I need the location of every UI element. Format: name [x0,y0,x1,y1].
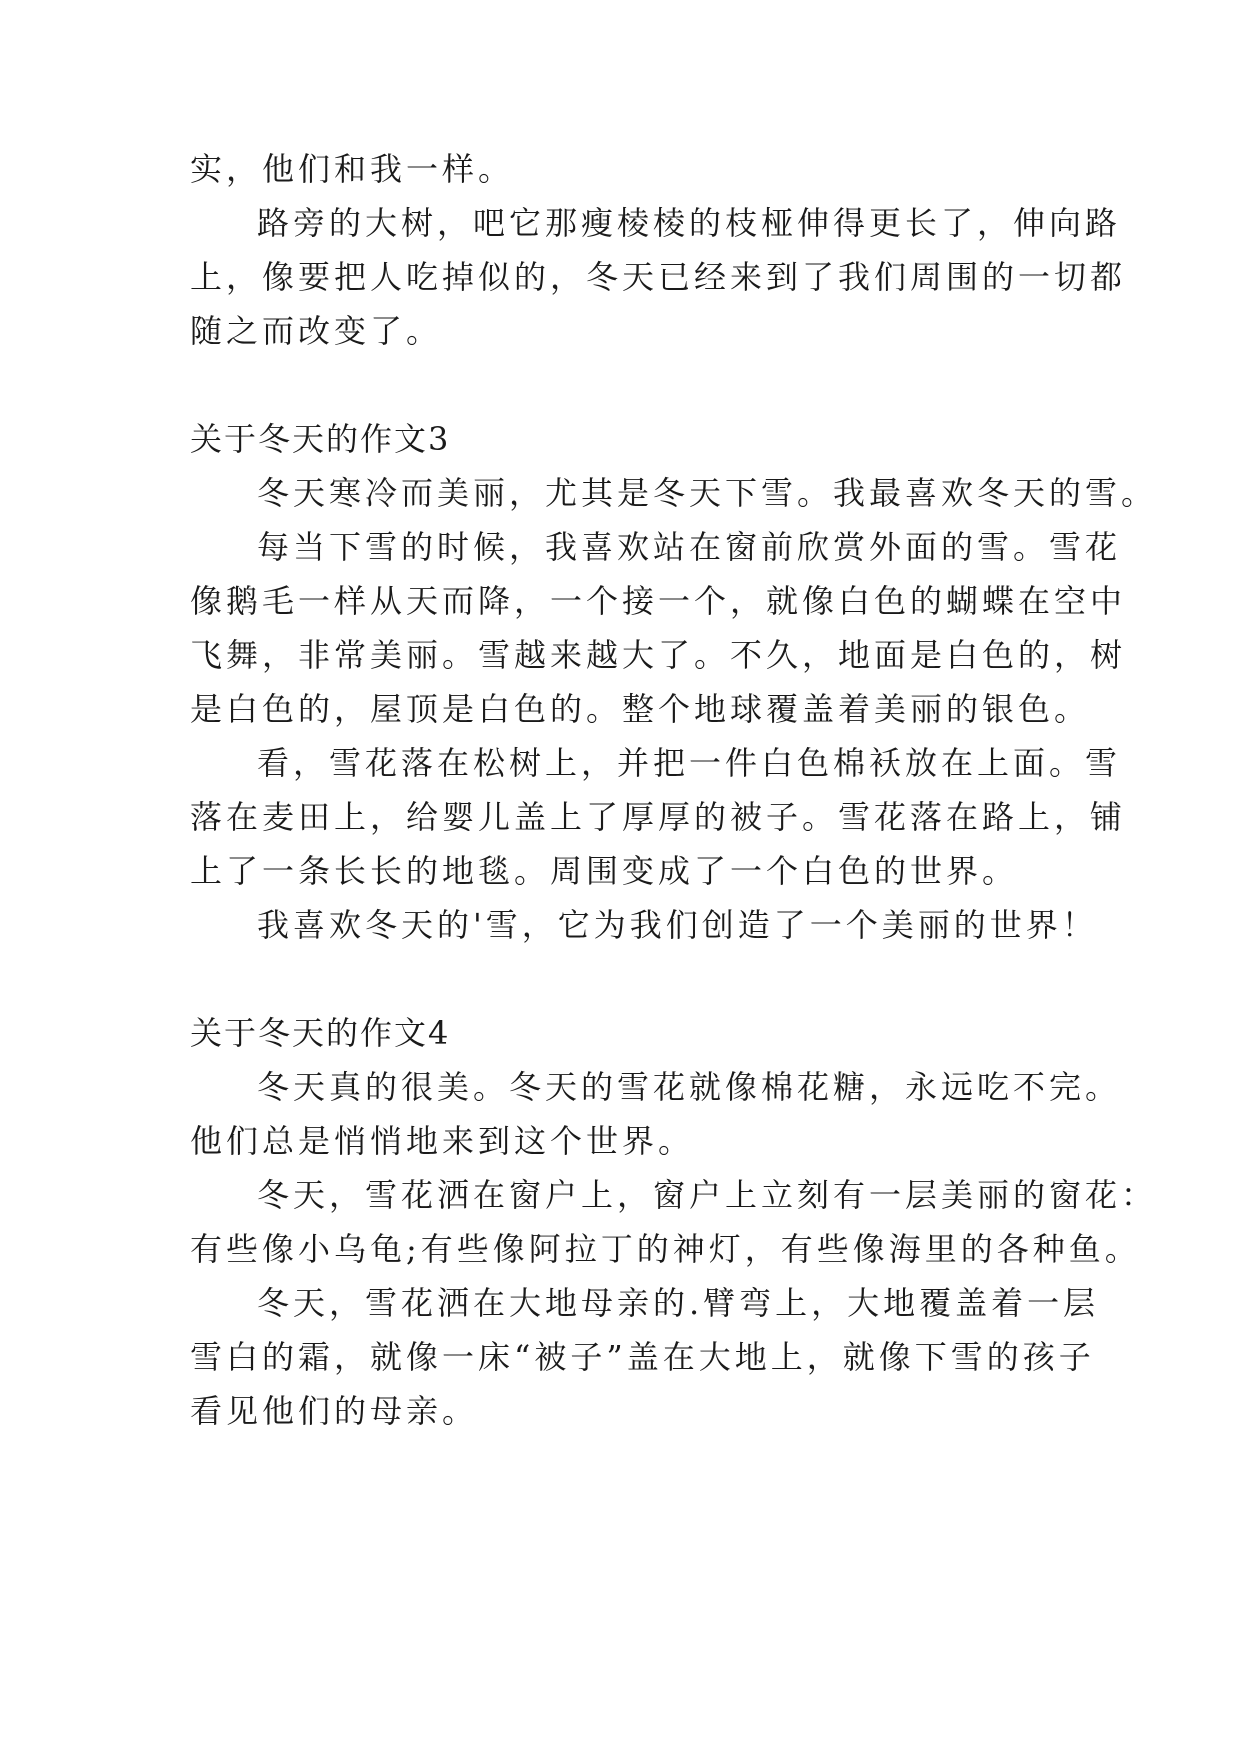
text-line: 冬天真的很美。冬天的雪花就像棉花糖，永远吃不完。 [257,1068,1122,1106]
text-line: 冬天，雪花洒在大地母亲的.臂弯上，大地覆盖着一层 [257,1284,1100,1322]
text-line: 有些像小乌龟;有些像阿拉丁的神灯，有些像海里的各种鱼。 [190,1230,1141,1268]
text-line: 每当下雪的时候，我喜欢站在窗前欣赏外面的雪。雪花 [257,528,1122,566]
text-line: 上，像要把人吃掉似的，冬天已经来到了我们周围的一切都 [190,258,1127,296]
section-heading: 关于冬天的作文3 [190,420,451,458]
text-line: 落在麦田上，给婴儿盖上了厚厚的被子。雪花落在路上，铺 [190,798,1127,836]
text-line: 飞舞，非常美丽。雪越来越大了。不久，地面是白色的，树 [190,636,1127,674]
section-heading: 关于冬天的作文4 [190,1014,451,1052]
text-line: 像鹅毛一样从天而降，一个接一个，就像白色的蝴蝶在空中 [190,582,1127,620]
text-line: 冬天，雪花洒在窗户上，窗户上立刻有一层美丽的窗花： [257,1176,1158,1214]
text-line: 冬天寒冷而美丽，尤其是冬天下雪。我最喜欢冬天的雪。 [257,474,1158,512]
text-line: 路旁的大树，吧它那瘦棱棱的枝桠伸得更长了，伸向路 [257,204,1122,242]
text-line: 是白色的，屋顶是白色的。整个地球覆盖着美丽的银色。 [190,690,1091,728]
text-line: 看见他们的母亲。 [190,1392,479,1430]
text-line: 上了一条长长的地毯。周围变成了一个白色的世界。 [190,852,1019,890]
text-line: 他们总是悄悄地来到这个世界。 [190,1122,695,1160]
text-line: 我喜欢冬天的'雪，它为我们创造了一个美丽的世界！ [257,906,1098,944]
text-line: 随之而改变了。 [190,312,443,350]
text-line: 雪白的霜，就像一床“被子”盖在大地上，就像下雪的孩子 [190,1338,1095,1376]
text-line: 实，他们和我一样。 [190,150,515,188]
text-line: 看，雪花落在松树上，并把一件白色棉袄放在上面。雪 [257,744,1122,782]
